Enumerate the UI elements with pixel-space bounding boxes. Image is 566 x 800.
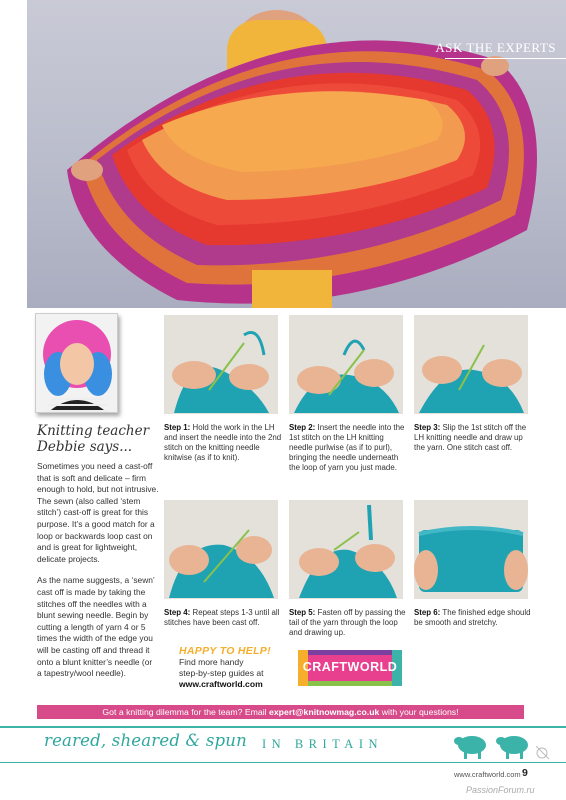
footer-rule-bottom <box>0 762 566 763</box>
page-number: 9 <box>522 767 528 779</box>
expert-heading <box>37 423 159 455</box>
banner-text-before: Got a knitting dilemma for the team? Email <box>102 707 270 717</box>
step-5-photo <box>289 500 403 599</box>
expert-heading-line1: Knitting teacher <box>37 423 150 439</box>
step-2-photo <box>289 315 403 414</box>
promo-line-2: step-by-step guides at <box>179 668 264 678</box>
expert-paragraph-2: As the name suggests, a ‘sewn’ cast off is made by taking the stitches off the needles with a blunt sewing needle. Begin by cutting a length of yarn 4 or 5 times the width of the edge you will be casting off and thread it onto a blunt knitter’s needle (or a tapestry/wool needle). <box>37 575 155 679</box>
section-rule <box>445 58 566 59</box>
expert-portrait <box>35 313 118 413</box>
hero-photo <box>27 0 566 308</box>
banner-email-link[interactable]: expert@knitnowmag.co.uk <box>269 707 380 717</box>
step-6-label: Step 6: <box>414 608 441 617</box>
step-3-caption <box>414 423 532 453</box>
promo-line-1: Find more handy <box>179 657 244 667</box>
step-1-caption <box>164 423 282 463</box>
step-6-photo <box>414 500 528 599</box>
craftworld-logo-text: CRAFTWORLD <box>302 660 398 674</box>
step-5-caption <box>289 608 407 638</box>
step-6-text: The finished edge should be smooth and stretchy. <box>414 608 531 628</box>
step-1-label: Step 1: <box>164 423 191 432</box>
step-5-text: Fasten off by passing the tail of the yarn through the loop and drawing up. <box>289 608 406 638</box>
step-3-photo <box>414 315 528 414</box>
expert-heading-line2: Debbie says... <box>37 439 133 455</box>
watermark: PassionForum.ru <box>466 785 535 795</box>
footer-tagline-sub: IN BRITAIN <box>262 737 384 751</box>
step-5-label: Step 5: <box>289 608 316 617</box>
step-1-text: Hold the work in the LH and insert the needle into the 2nd stitch on the knitting needle knitwise (as if to knit). <box>164 423 282 463</box>
step-2-caption <box>289 423 407 473</box>
sheep-icon <box>454 729 554 761</box>
banner-text-after: with your questions! <box>379 707 459 717</box>
step-4-caption <box>164 608 282 628</box>
step-4-label: Step 4: <box>164 608 191 617</box>
promo-url-link[interactable]: www.craftworld.com <box>179 679 263 689</box>
step-6-caption <box>414 608 532 628</box>
step-2-label: Step 2: <box>289 423 316 432</box>
craftworld-logo[interactable] <box>296 646 404 690</box>
footer-site-url[interactable]: www.craftworld.com <box>454 770 521 779</box>
expert-body <box>37 461 159 690</box>
contact-banner <box>37 705 524 719</box>
step-4-photo <box>164 500 278 599</box>
footer-rule-top <box>0 726 566 728</box>
promo-block <box>179 645 279 690</box>
step-3-text: Slip the 1st stitch off the LH knitting needle and draw up the yarn. One stitch cast off. <box>414 423 527 453</box>
portrait-illustration <box>36 314 118 413</box>
step-1-photo <box>164 315 278 414</box>
step-4-text: Repeat steps 1-3 until all stitches have been cast off. <box>164 608 280 628</box>
step-3-label: Step 3: <box>414 423 441 432</box>
expert-paragraph-1: Sometimes you need a cast-off that is soft and delicate – firm enough to hold, but not intrusive. The sewn (also called ‘stem stitch’) cast-off is great for this purpose. It’s a good match for a loop or backwards loop cast on and is great for lightweight, delicate projects. <box>37 461 159 564</box>
footer-tagline: reared, sheared & spun <box>44 731 247 750</box>
section-label: ASK THE EXPERTS <box>435 40 556 55</box>
promo-headline: HAPPY TO HELP! <box>179 645 271 657</box>
step-2-text: Insert the needle into the 1st stitch on the LH knitting needle purlwise (as if to purl), bringing the needle underneath the loop of yarn you just made. <box>289 423 405 473</box>
